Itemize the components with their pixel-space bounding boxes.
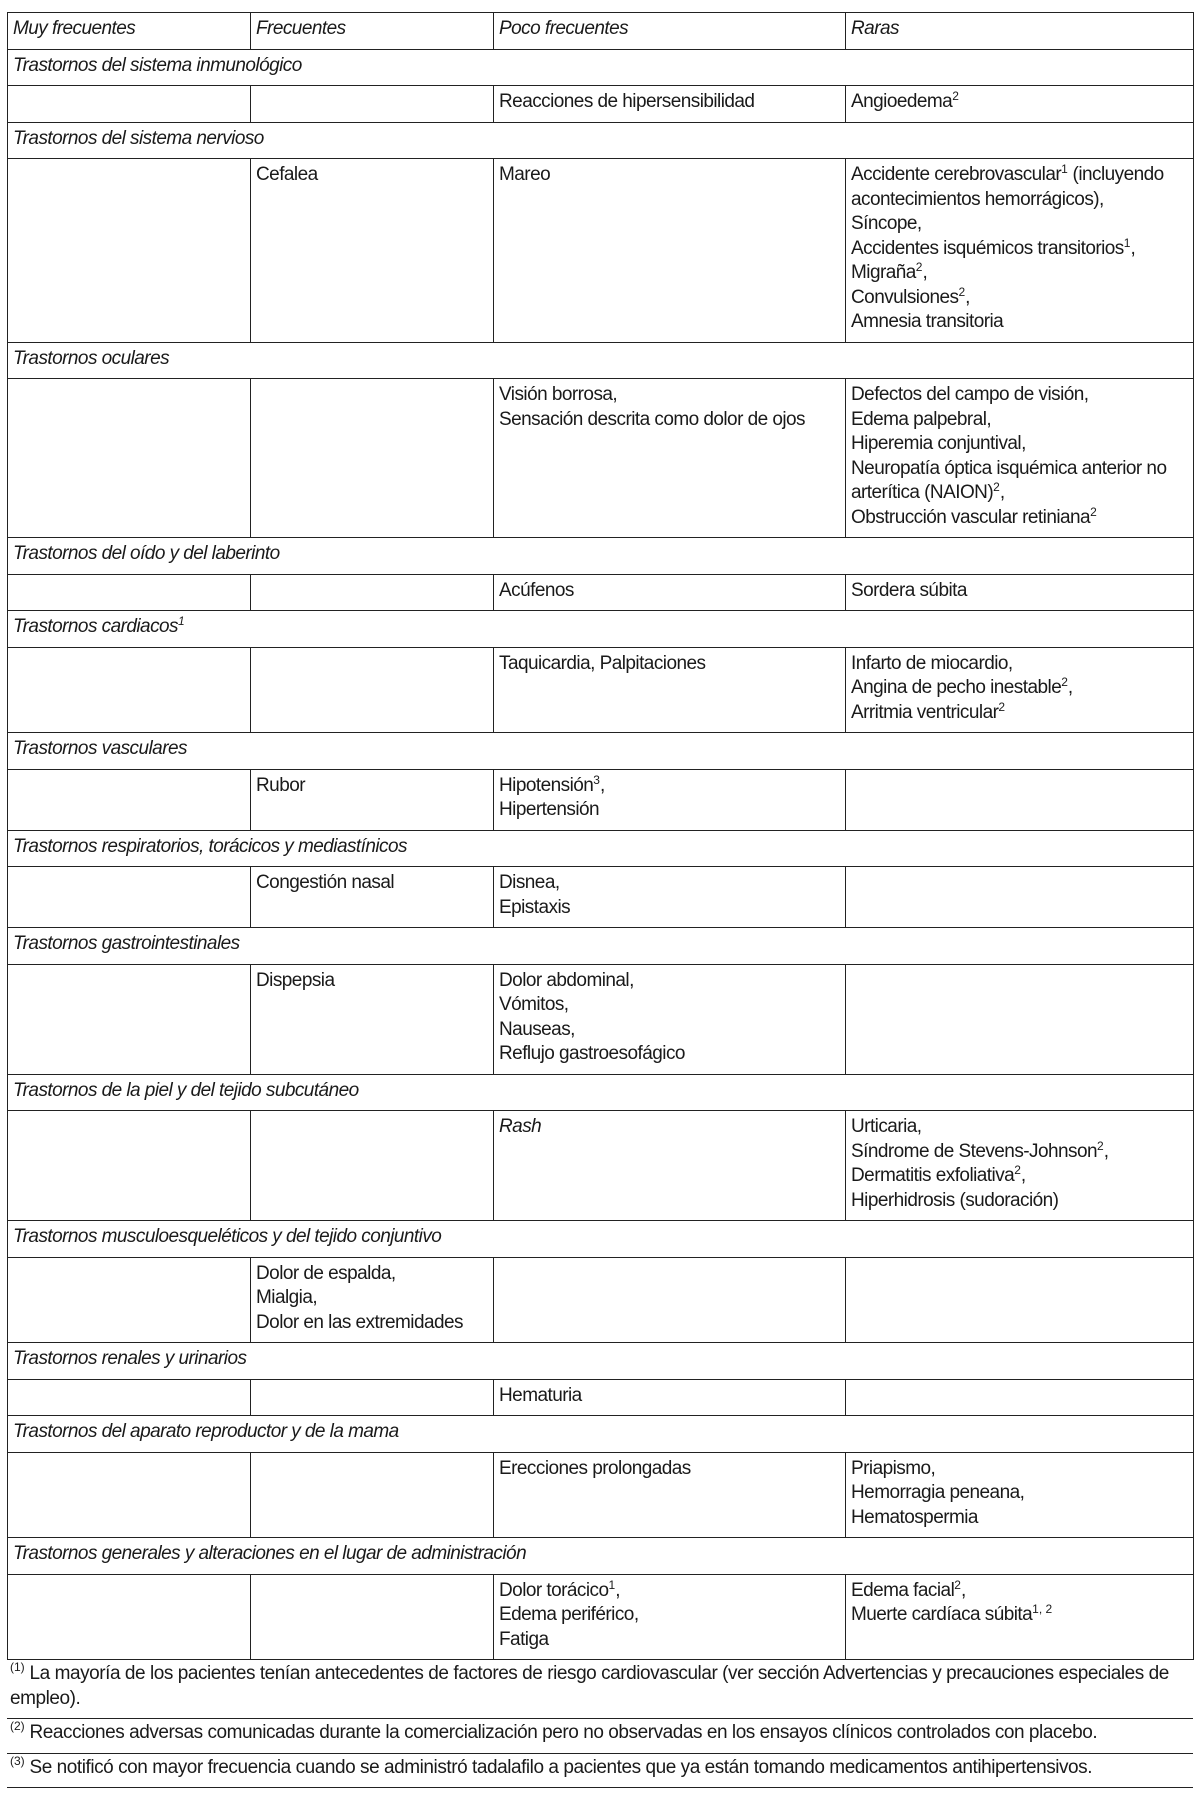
footnote-ref: 2 bbox=[952, 89, 959, 103]
category-label: Trastornos del sistema nervioso bbox=[13, 127, 264, 149]
reaction-item bbox=[851, 163, 1188, 188]
category-label: Trastornos cardiacos bbox=[13, 616, 178, 637]
reaction-item bbox=[256, 1311, 488, 1336]
cell-frecuentes bbox=[251, 159, 494, 343]
category-cell bbox=[8, 1343, 1194, 1380]
cell-raras bbox=[846, 867, 1194, 928]
cell-poco-frecuentes bbox=[494, 1257, 846, 1343]
reaction-text-suffix: (incluyendo bbox=[1067, 164, 1164, 185]
category-cell bbox=[8, 1538, 1194, 1575]
category-row bbox=[8, 611, 1194, 648]
cell-raras bbox=[846, 379, 1194, 538]
footnote bbox=[7, 1719, 1193, 1754]
cell-frecuentes bbox=[251, 1574, 494, 1660]
table-row bbox=[8, 574, 1194, 611]
table-row bbox=[8, 867, 1194, 928]
reaction-text-suffix: , bbox=[1130, 237, 1136, 259]
header-frecuentes: Frecuentes bbox=[251, 13, 494, 50]
category-row bbox=[8, 1074, 1194, 1111]
cell-poco-frecuentes bbox=[494, 379, 846, 538]
reaction-text: Sensación descrita como dolor de ojos bbox=[499, 408, 805, 430]
reaction-text: Hiperemia conjuntival, bbox=[851, 433, 1026, 454]
footnote-ref: 2 bbox=[998, 699, 1006, 714]
cell-frecuentes bbox=[251, 1452, 494, 1538]
category-cell bbox=[8, 538, 1194, 575]
reaction-item bbox=[851, 652, 1188, 677]
category-cell bbox=[8, 611, 1194, 648]
table-row bbox=[8, 1574, 1194, 1660]
footnotes bbox=[7, 1660, 1193, 1788]
category-label: Trastornos del oído y del laberinto bbox=[13, 543, 280, 564]
cell-raras bbox=[846, 964, 1194, 1074]
category-cell bbox=[8, 342, 1194, 379]
table-header-row bbox=[8, 13, 1194, 50]
cell-poco-frecuentes bbox=[494, 769, 846, 830]
footnote-text: Reacciones adversas comunicadas durante la comercialización pero no observadas en los ensayos clínicos controlados con placebo. bbox=[29, 1722, 1098, 1743]
reaction-text: Angioedema bbox=[851, 91, 953, 112]
reaction-text-suffix: , bbox=[1067, 677, 1073, 698]
cell-raras bbox=[846, 1379, 1194, 1416]
cell-muy-frecuentes bbox=[8, 574, 251, 611]
reaction-item bbox=[851, 408, 1188, 433]
category-cell bbox=[8, 49, 1194, 86]
category-cell bbox=[8, 830, 1194, 867]
reaction-item bbox=[851, 261, 1188, 286]
cell-frecuentes bbox=[251, 647, 494, 733]
reaction-item bbox=[499, 1579, 840, 1604]
category-label: Trastornos generales y alteraciones en el lugar de administración bbox=[13, 1543, 527, 1564]
reaction-text: Visión borrosa, bbox=[499, 384, 618, 405]
reaction-item bbox=[499, 383, 840, 408]
category-row bbox=[8, 1343, 1194, 1380]
reaction-item bbox=[499, 90, 840, 115]
reaction-text: Priapismo, bbox=[851, 1457, 936, 1479]
reaction-text: Dolor de espalda, bbox=[256, 1262, 396, 1284]
cell-poco-frecuentes bbox=[494, 1574, 846, 1660]
adverse-reactions-table bbox=[7, 12, 1194, 1660]
header-muy-frecuentes: Muy frecuentes bbox=[8, 13, 251, 50]
cell-frecuentes bbox=[251, 379, 494, 538]
reaction-text: Síndrome de Stevens-Johnson bbox=[851, 1140, 1098, 1162]
cell-raras bbox=[846, 769, 1194, 830]
reaction-text-suffix: , bbox=[1020, 1165, 1026, 1186]
reaction-item bbox=[851, 237, 1188, 262]
footnote-ref: 1 bbox=[1123, 235, 1131, 250]
reaction-item bbox=[499, 1384, 840, 1409]
reaction-text: Reflujo gastroesofágico bbox=[499, 1043, 685, 1064]
cell-raras bbox=[846, 86, 1194, 123]
reaction-text: Síncope, bbox=[851, 213, 922, 234]
footnote-ref: 2 bbox=[993, 480, 1000, 494]
reaction-text: Hipotensión bbox=[499, 774, 594, 796]
reaction-text: Dolor abdominal, bbox=[499, 969, 634, 991]
reaction-text: Dermatitis exfoliativa bbox=[851, 1165, 1015, 1186]
table-row bbox=[8, 1111, 1194, 1221]
reaction-text: Cefalea bbox=[256, 164, 318, 185]
reaction-item bbox=[851, 90, 1188, 115]
reaction-text: Obstrucción vascular retiniana bbox=[851, 506, 1091, 528]
footnote-ref: 2 bbox=[958, 284, 966, 299]
category-label: Trastornos respiratorios, torácicos y mediastínicos bbox=[13, 835, 407, 857]
category-label: Trastornos gastrointestinales bbox=[13, 933, 240, 954]
adverse-reactions-document bbox=[7, 12, 1193, 1788]
reaction-text: acontecimientos hemorrágicos), bbox=[851, 188, 1104, 210]
reaction-item bbox=[851, 1481, 1188, 1506]
reaction-text: Hemorragia peneana, bbox=[851, 1482, 1025, 1503]
reaction-item bbox=[499, 1115, 840, 1140]
footnote-ref: 2 bbox=[1097, 1138, 1104, 1153]
reaction-item bbox=[851, 1164, 1188, 1189]
reaction-text-suffix: , bbox=[965, 286, 970, 308]
category-label: Trastornos renales y urinarios bbox=[13, 1348, 247, 1369]
reaction-item bbox=[256, 1262, 488, 1287]
cell-muy-frecuentes bbox=[8, 1379, 251, 1416]
footnote-ref: 2 bbox=[1090, 504, 1097, 519]
table-body bbox=[8, 49, 1194, 1660]
reaction-item bbox=[851, 432, 1188, 457]
cell-frecuentes bbox=[251, 1379, 494, 1416]
reaction-item bbox=[851, 383, 1188, 408]
reaction-text: Dolor torácico bbox=[499, 1579, 609, 1601]
reaction-text: Congestión nasal bbox=[256, 872, 395, 893]
cell-muy-frecuentes bbox=[8, 159, 251, 343]
reaction-text: Reacciones de hipersensibilidad bbox=[499, 91, 755, 112]
cell-muy-frecuentes bbox=[8, 647, 251, 733]
category-cell bbox=[8, 928, 1194, 965]
table-row bbox=[8, 769, 1194, 830]
table-row bbox=[8, 379, 1194, 538]
table-row bbox=[8, 1379, 1194, 1416]
reaction-item bbox=[851, 1506, 1188, 1531]
footnote-ref: 3 bbox=[593, 772, 600, 787]
category-row bbox=[8, 1221, 1194, 1258]
reaction-item bbox=[499, 408, 840, 433]
reaction-text: Rubor bbox=[256, 774, 305, 796]
reaction-item bbox=[499, 871, 840, 896]
reaction-item bbox=[499, 163, 840, 188]
footnote-ref: 1, 2 bbox=[1032, 1602, 1053, 1616]
reaction-text: Mialgia, bbox=[256, 1287, 318, 1308]
reaction-item bbox=[256, 871, 488, 896]
reaction-text: Rash bbox=[499, 1116, 542, 1137]
table-row bbox=[8, 964, 1194, 1074]
reaction-item bbox=[499, 774, 840, 799]
reaction-item bbox=[499, 1457, 840, 1482]
cell-raras bbox=[846, 1574, 1194, 1660]
reaction-item bbox=[851, 310, 1188, 335]
reaction-text: Dispepsia bbox=[256, 969, 335, 991]
reaction-text: Migraña bbox=[851, 262, 916, 283]
reaction-text: Epistaxis bbox=[499, 896, 571, 918]
reaction-item bbox=[851, 579, 1188, 604]
category-row bbox=[8, 1538, 1194, 1575]
category-cell bbox=[8, 1074, 1194, 1111]
reaction-item bbox=[851, 1189, 1188, 1214]
footnote-ref: 2 bbox=[1014, 1163, 1021, 1177]
reaction-item bbox=[851, 457, 1188, 482]
reaction-item bbox=[256, 969, 488, 994]
cell-raras bbox=[846, 159, 1194, 343]
reaction-item bbox=[851, 701, 1188, 726]
reaction-item bbox=[499, 1628, 840, 1653]
cell-poco-frecuentes bbox=[494, 1111, 846, 1221]
footnote bbox=[7, 1660, 1193, 1719]
cell-muy-frecuentes bbox=[8, 86, 251, 123]
reaction-text: Dolor en las extremidades bbox=[256, 1311, 463, 1333]
cell-muy-frecuentes bbox=[8, 1574, 251, 1660]
category-row bbox=[8, 342, 1194, 379]
reaction-text: Edema palpebral, bbox=[851, 408, 992, 430]
footnote-ref: 1 bbox=[178, 614, 185, 628]
reaction-text: Erecciones prolongadas bbox=[499, 1457, 691, 1479]
cell-frecuentes bbox=[251, 1257, 494, 1343]
reaction-item bbox=[499, 993, 840, 1018]
reaction-text-suffix: , bbox=[599, 774, 605, 796]
footnote-text: La mayoría de los pacientes tenían antecedentes de factores de riesgo cardiovascular (ver sección Advertencias y precauciones especiales de empleo). bbox=[10, 1663, 1169, 1709]
reaction-text: Accidente cerebrovascular bbox=[851, 164, 1062, 185]
category-cell bbox=[8, 1416, 1194, 1453]
cell-poco-frecuentes bbox=[494, 964, 846, 1074]
category-label: Trastornos del sistema inmunológico bbox=[13, 54, 302, 76]
category-cell bbox=[8, 1221, 1194, 1258]
category-row bbox=[8, 928, 1194, 965]
reaction-text: Infarto de miocardio, bbox=[851, 652, 1013, 674]
reaction-text: Hematospermia bbox=[851, 1506, 978, 1528]
cell-frecuentes bbox=[251, 867, 494, 928]
reaction-text-suffix: , bbox=[999, 482, 1005, 503]
category-row bbox=[8, 830, 1194, 867]
cell-poco-frecuentes bbox=[494, 1379, 846, 1416]
reaction-text: Disnea, bbox=[499, 872, 560, 893]
reaction-item bbox=[256, 163, 488, 188]
footnote-ref: 2 bbox=[954, 1577, 961, 1592]
reaction-text: Nauseas, bbox=[499, 1018, 575, 1040]
reaction-text: Muerte cardíaca súbita bbox=[851, 1604, 1033, 1625]
table-row bbox=[8, 1452, 1194, 1538]
category-label: Trastornos de la piel y del tejido subcutáneo bbox=[13, 1079, 359, 1101]
reaction-text: Arritmia ventricular bbox=[851, 701, 999, 723]
cell-poco-frecuentes bbox=[494, 1452, 846, 1538]
table-row bbox=[8, 647, 1194, 733]
category-row bbox=[8, 733, 1194, 770]
footnote-ref: 2 bbox=[1061, 675, 1068, 689]
reaction-text: Neuropatía óptica isquémica anterior no bbox=[851, 457, 1167, 479]
reaction-item bbox=[851, 286, 1188, 311]
reaction-item bbox=[499, 1042, 840, 1067]
reaction-text: Edema periférico, bbox=[499, 1604, 639, 1625]
footnote-mark: (2) bbox=[10, 1719, 25, 1733]
reaction-item bbox=[499, 652, 840, 677]
reaction-text: Convulsiones bbox=[851, 286, 959, 308]
reaction-item bbox=[256, 774, 488, 799]
category-cell bbox=[8, 733, 1194, 770]
reaction-item bbox=[851, 676, 1188, 701]
reaction-item bbox=[851, 188, 1188, 213]
reaction-text: Edema facial bbox=[851, 1579, 955, 1601]
cell-poco-frecuentes bbox=[494, 159, 846, 343]
cell-poco-frecuentes bbox=[494, 574, 846, 611]
reaction-text: Acúfenos bbox=[499, 579, 574, 601]
cell-raras bbox=[846, 1257, 1194, 1343]
category-label: Trastornos oculares bbox=[13, 347, 170, 369]
reaction-text: Hematuria bbox=[499, 1384, 582, 1406]
reaction-item bbox=[851, 1603, 1188, 1628]
category-row bbox=[8, 49, 1194, 86]
reaction-text: Hiperhidrosis (sudoración) bbox=[851, 1189, 1059, 1211]
reaction-text-suffix: , bbox=[960, 1579, 966, 1601]
cell-muy-frecuentes bbox=[8, 1111, 251, 1221]
reaction-item bbox=[851, 1457, 1188, 1482]
header-raras: Raras bbox=[846, 13, 1194, 50]
reaction-text: Vómitos, bbox=[499, 994, 569, 1015]
reaction-text: Accidentes isquémicos transitorios bbox=[851, 237, 1124, 259]
category-label: Trastornos del aparato reproductor y de la mama bbox=[13, 1421, 399, 1442]
reaction-item bbox=[851, 1140, 1188, 1165]
reaction-item bbox=[499, 1603, 840, 1628]
reaction-item bbox=[499, 1018, 840, 1043]
table-row bbox=[8, 1257, 1194, 1343]
category-row bbox=[8, 122, 1194, 159]
footnote-text: Se notificó con mayor frecuencia cuando se administró tadalafilo a pacientes que ya están tomando medicamentos antihipertensivos. bbox=[29, 1756, 1093, 1778]
reaction-item bbox=[851, 481, 1188, 506]
reaction-item bbox=[499, 798, 840, 823]
reaction-text: Fatiga bbox=[499, 1628, 549, 1650]
reaction-item bbox=[256, 1286, 488, 1311]
reaction-text: Amnesia transitoria bbox=[851, 311, 1004, 332]
category-cell bbox=[8, 122, 1194, 159]
cell-muy-frecuentes bbox=[8, 867, 251, 928]
cell-muy-frecuentes bbox=[8, 769, 251, 830]
footnote-ref: 1 bbox=[608, 1577, 616, 1592]
reaction-text: Taquicardia, Palpitaciones bbox=[499, 652, 706, 674]
table-row bbox=[8, 86, 1194, 123]
cell-muy-frecuentes bbox=[8, 1452, 251, 1538]
reaction-text: Mareo bbox=[499, 164, 551, 185]
footnote-ref: 2 bbox=[915, 260, 923, 274]
table-row bbox=[8, 159, 1194, 343]
reaction-text: Sordera súbita bbox=[851, 579, 967, 601]
reaction-text: Angina de pecho inestable bbox=[851, 677, 1062, 698]
cell-frecuentes bbox=[251, 574, 494, 611]
category-label: Trastornos musculoesqueléticos y del tejido conjuntivo bbox=[13, 1226, 442, 1247]
cell-frecuentes bbox=[251, 86, 494, 123]
footnote-mark: (3) bbox=[10, 1753, 25, 1768]
footnote bbox=[7, 1754, 1193, 1789]
category-row bbox=[8, 1416, 1194, 1453]
reaction-text-suffix: , bbox=[922, 262, 928, 283]
reaction-text-suffix: , bbox=[615, 1579, 620, 1601]
cell-frecuentes bbox=[251, 1111, 494, 1221]
cell-muy-frecuentes bbox=[8, 379, 251, 538]
reaction-item bbox=[499, 579, 840, 604]
header-poco-frecuentes: Poco frecuentes bbox=[494, 13, 846, 50]
cell-raras bbox=[846, 647, 1194, 733]
reaction-item bbox=[851, 212, 1188, 237]
cell-muy-frecuentes bbox=[8, 1257, 251, 1343]
reaction-item bbox=[851, 506, 1188, 531]
cell-raras bbox=[846, 574, 1194, 611]
cell-muy-frecuentes bbox=[8, 964, 251, 1074]
cell-poco-frecuentes bbox=[494, 647, 846, 733]
category-row bbox=[8, 538, 1194, 575]
reaction-text: Defectos del campo de visión, bbox=[851, 384, 1089, 405]
reaction-text: arterítica (NAION) bbox=[851, 482, 994, 503]
reaction-item bbox=[499, 969, 840, 994]
reaction-item bbox=[499, 896, 840, 921]
reaction-text-suffix: , bbox=[1103, 1140, 1109, 1162]
reaction-text: Hipertensión bbox=[499, 799, 600, 820]
category-label: Trastornos vasculares bbox=[13, 738, 187, 759]
reaction-text: Urticaria, bbox=[851, 1116, 922, 1137]
reaction-item bbox=[851, 1579, 1188, 1604]
cell-poco-frecuentes bbox=[494, 867, 846, 928]
cell-raras bbox=[846, 1111, 1194, 1221]
footnote-mark: (1) bbox=[10, 1660, 25, 1674]
reaction-item bbox=[851, 1115, 1188, 1140]
cell-frecuentes bbox=[251, 964, 494, 1074]
cell-raras bbox=[846, 1452, 1194, 1538]
cell-frecuentes bbox=[251, 769, 494, 830]
footnote-ref: 1 bbox=[1061, 162, 1068, 176]
cell-poco-frecuentes bbox=[494, 86, 846, 123]
